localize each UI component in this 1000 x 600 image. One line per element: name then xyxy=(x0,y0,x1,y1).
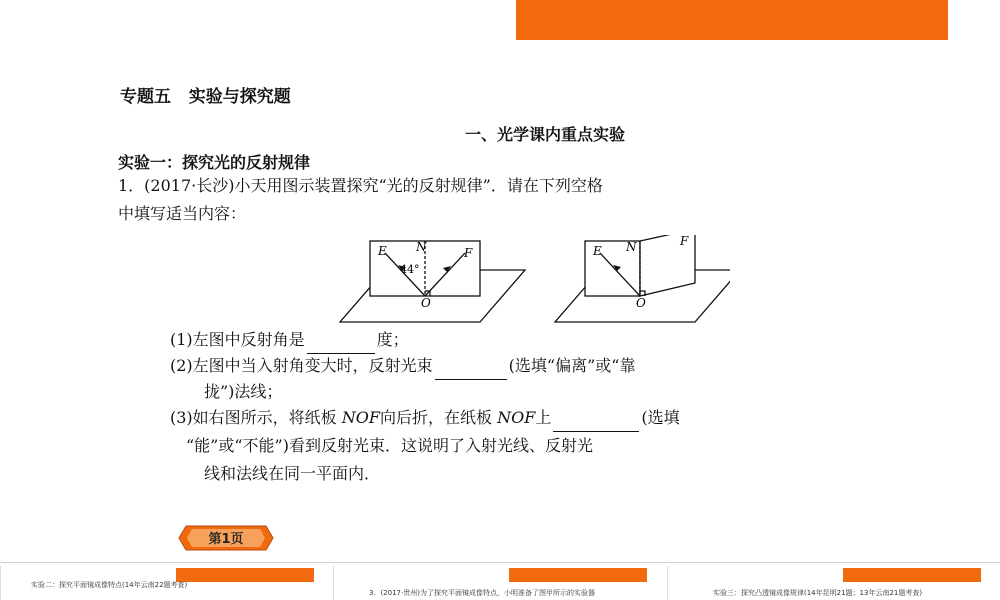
item-3-text-a: (3)如右图所示，将纸板 xyxy=(170,408,337,427)
reflection-apparatus-figure xyxy=(330,235,730,327)
page-number-badge[interactable] xyxy=(178,524,274,552)
thumbnail-3-accent xyxy=(509,568,647,582)
left-label-angle: 44° xyxy=(400,263,420,276)
thumbnail-3-text: 3．(2017·贵州)为了探究平面镜成像特点，小明准备了图甲所示的实验器 xyxy=(369,589,595,597)
item-1-text: (1)左图中反射角是 xyxy=(170,330,305,349)
item-3-line-3: 线和法线在同一平面内． xyxy=(204,464,381,483)
item-3-text-d: (选填 xyxy=(641,408,680,427)
item-3 xyxy=(170,404,680,432)
left-apparatus xyxy=(340,241,525,322)
item-2-text: (2)左图中当入射角变大时，反射光束 xyxy=(170,356,433,375)
thumbnail-2-text: 实验二：探究平面镜成像特点(14年云南22题考查) xyxy=(31,581,188,589)
item-3-answer-blank[interactable] xyxy=(553,413,639,432)
item-3-text-b: 向后折，在纸板 xyxy=(379,408,492,427)
section-title: 专题五 实验与探究题 xyxy=(120,87,291,107)
left-label-f: F xyxy=(464,246,473,260)
experiment-title: 实验一：探究光的反射规律 xyxy=(118,153,311,172)
thumbnail-slide-4[interactable] xyxy=(667,566,1000,600)
right-label-e: E xyxy=(593,244,602,258)
thumbnail-2-accent xyxy=(176,568,314,582)
item-3-text-c: 上 xyxy=(535,408,552,427)
thumbnail-slide-2[interactable] xyxy=(0,566,333,600)
item-2-suffix: (选填“偏离”或“靠 xyxy=(508,356,636,375)
item-2-answer-blank[interactable] xyxy=(435,361,507,380)
thumbnail-slide-3[interactable] xyxy=(333,566,667,600)
left-label-n: N xyxy=(416,240,427,254)
item-2 xyxy=(170,352,635,380)
item-1-suffix: 度； xyxy=(376,330,409,349)
item-3-nof-2: NOF xyxy=(497,408,536,427)
right-label-n: N xyxy=(626,240,637,254)
left-label-e: E xyxy=(378,244,387,258)
item-3-nof-1: NOF xyxy=(341,408,380,427)
item-3-line-2: “能”或“不能”)看到反射光束．这说明了入射光线、反射光 xyxy=(186,436,593,455)
thumbnail-4-accent xyxy=(843,568,981,582)
right-label-o: O xyxy=(636,296,646,310)
subsection-title: 一、光学课内重点实验 xyxy=(464,125,625,144)
right-label-f: F xyxy=(680,235,689,248)
item-2-continued: 拢”)法线； xyxy=(204,382,283,401)
thumbnail-strip-divider xyxy=(0,562,1000,563)
page-number-text: 第1页 xyxy=(208,532,244,547)
item-1 xyxy=(170,326,409,354)
thumbnail-4-text: 实验三：探究凸透镜成像规律(14年昆明21题；13年云南21题考查) xyxy=(713,589,923,597)
question-line-2: 中填写适当内容： xyxy=(118,204,247,223)
question-line-1: 1．(2017·长沙)小天用图示装置探究“光的反射规律”．请在下列空格 xyxy=(118,176,603,195)
header-accent-bar xyxy=(516,0,948,40)
left-label-o: O xyxy=(421,296,431,310)
